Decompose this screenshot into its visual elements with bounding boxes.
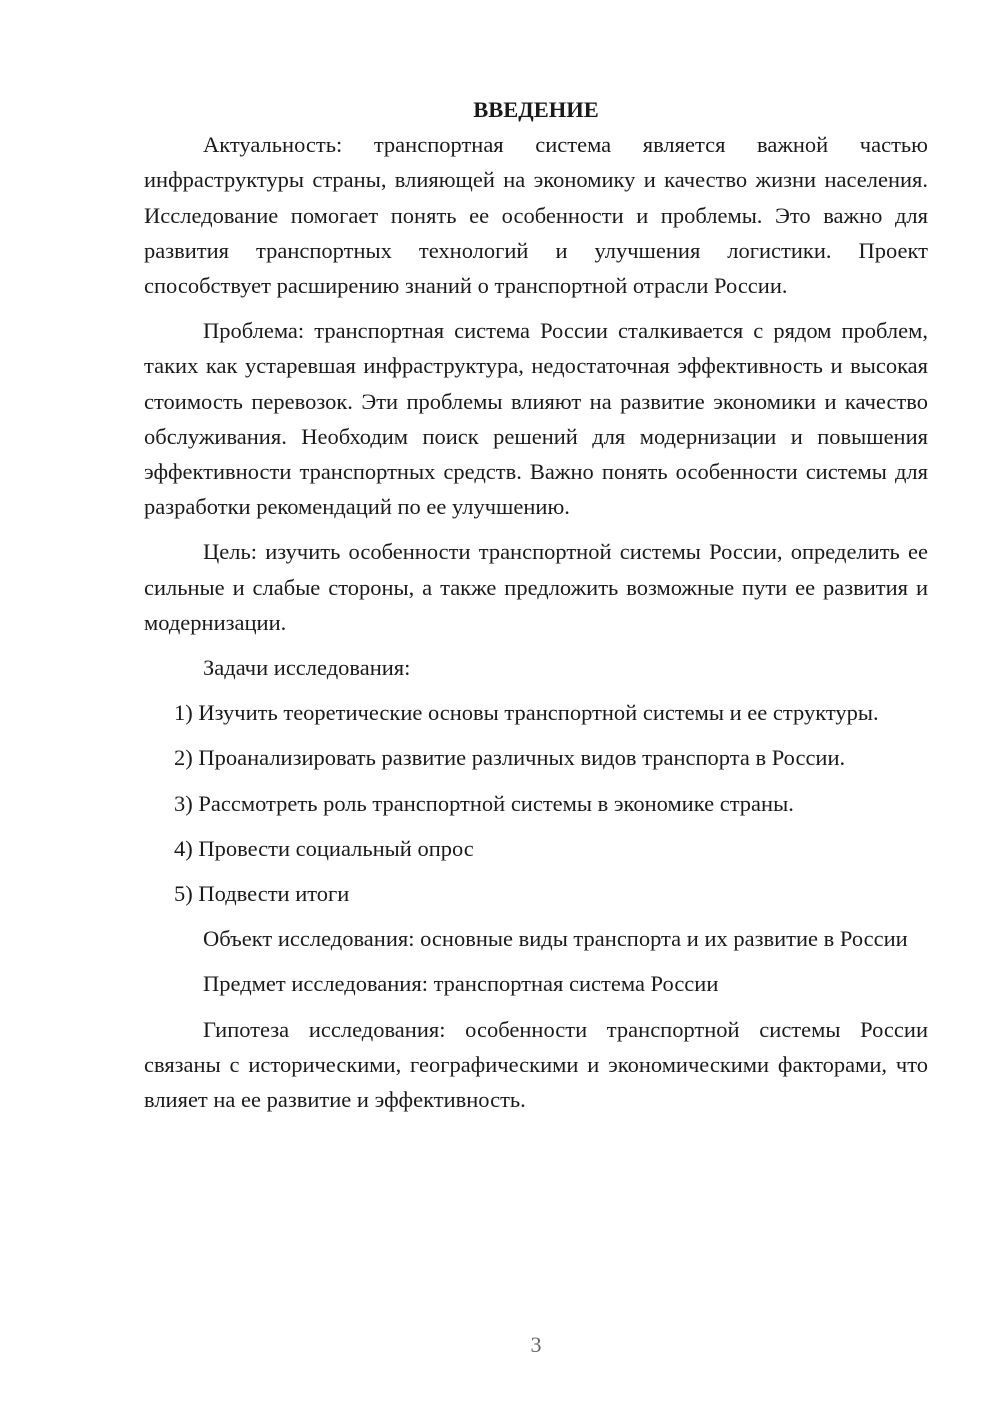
paragraph-problem: Проблема: транспортная система России сталкивается с рядом проблем, таких как устаревшая инфраструктура, недостаточная эффективность и высокая стоимость перевозок. Эти проблемы влияют на развитие экономики и качество обслуживания. Необходим поиск решений для модернизации и повышения эффективности транспортных средств. Важно понять особенности системы для разработки рекомендаций по ее улучшению. — [144, 318, 928, 520]
paragraph-hypothesis: Гипотеза исследования: особенности транспортной системы России связаны с историческими, географическими и экономическими факторами, что влияет на ее развитие и эффективность. — [144, 1016, 928, 1113]
paragraph-tasks-intro: Задачи исследования: — [203, 655, 411, 681]
section-heading: ВВЕДЕНИЕ — [473, 97, 599, 122]
paragraph-object: Объект исследования: основные виды транспорта и их развитие в России — [203, 926, 908, 952]
list-item: 2) Проанализировать развитие различных видов транспорта в России. — [174, 745, 846, 771]
page-number: 3 — [530, 1332, 542, 1357]
list-item: 3) Рассмотреть роль транспортной системы в экономике страны. — [174, 790, 794, 816]
tasks-list — [144, 695, 928, 911]
list-item: 5) Подвести итоги — [174, 881, 350, 907]
paragraph-goal: Цель: изучить особенности транспортной системы России, определить ее сильные и слабые стороны, а также предложить возможные пути ее развития и модернизации. — [144, 539, 928, 635]
page-content — [144, 92, 928, 1117]
list-item: 4) Провести социальный опрос — [174, 835, 474, 861]
paragraph-subject: Предмет исследования: транспортная система России — [203, 971, 719, 997]
paragraph-relevance: Актуальность: транспортная система является важной частью инфраструктуры страны, влияющей на экономику и качество жизни населения. Исследование помогает понять ее особенности и проблемы. Это важно для развития транспортных технологий и улучшения логистики. Проект способствует расширению знаний о транспортной отрасли России. — [144, 132, 928, 299]
list-item: 1) Изучить теоретические основы транспортной системы и ее структуры. — [174, 700, 879, 726]
